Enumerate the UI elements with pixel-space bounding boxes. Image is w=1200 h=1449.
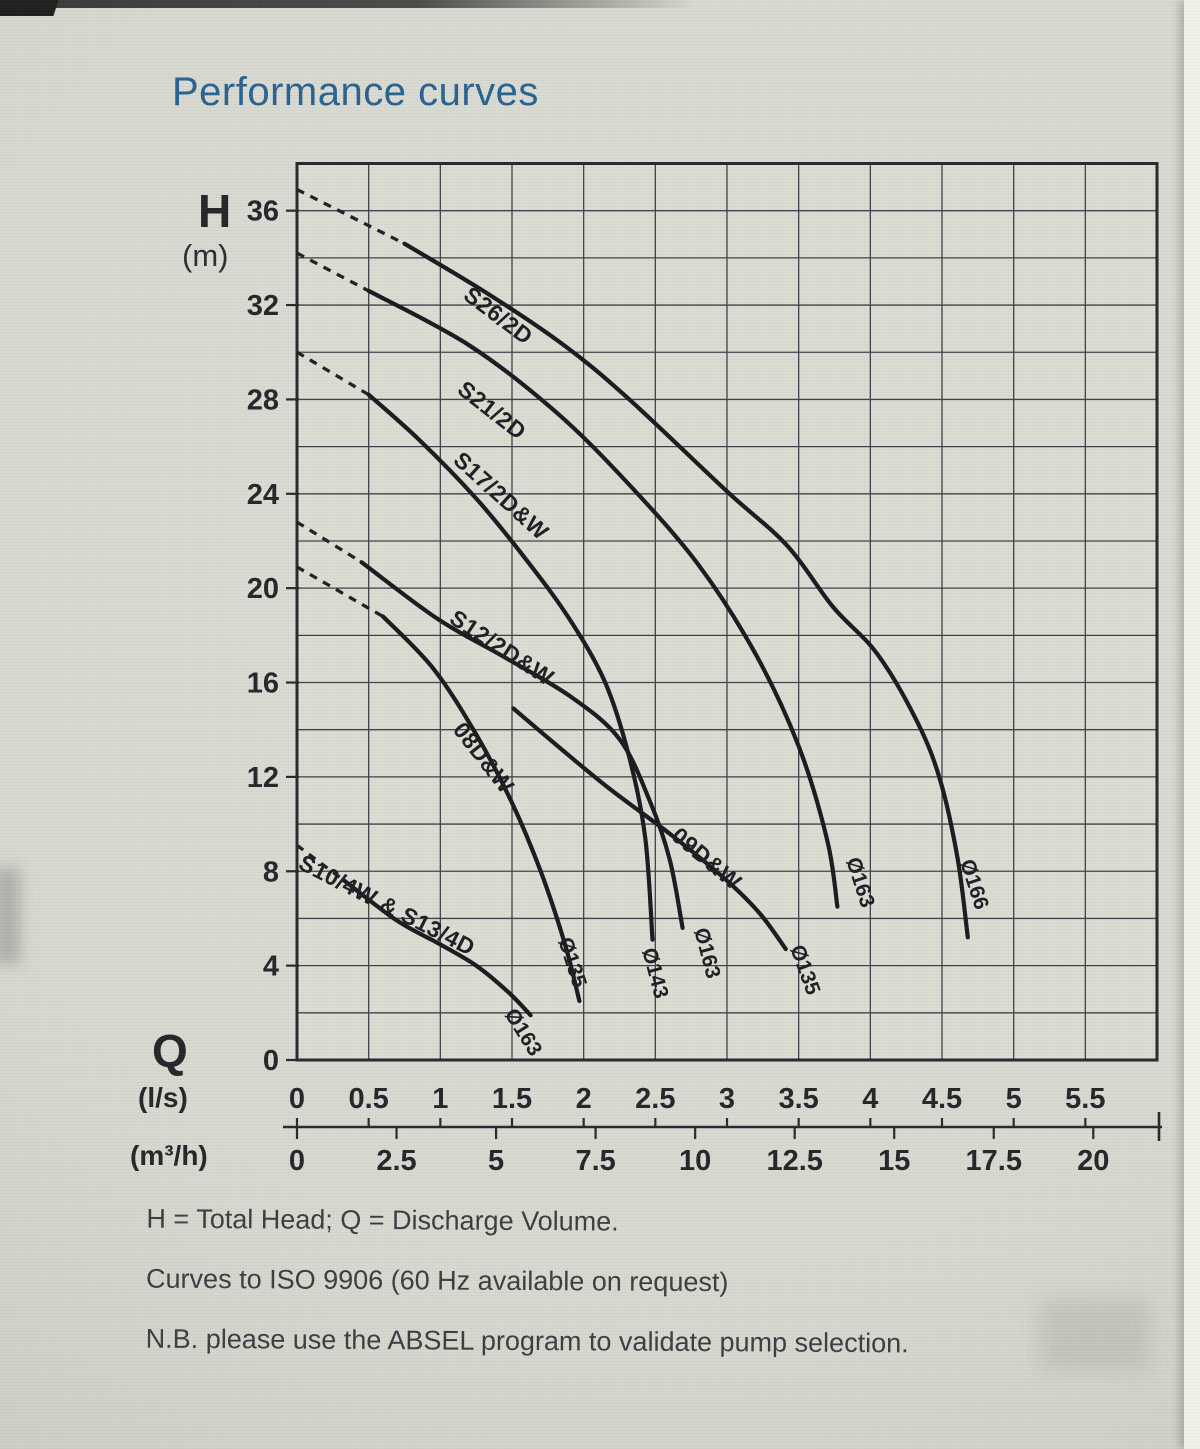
y-tick-label: 4 [262, 950, 279, 983]
y-axis-title: H [198, 185, 232, 237]
x-tick-label-m3h: 12.5 [766, 1145, 823, 1177]
footnote-definitions: H = Total Head; Q = Discharge Volume. [146, 1203, 619, 1237]
curve-label-09d-w: 09D&W [666, 821, 747, 895]
photo-smudge [1040, 1300, 1150, 1370]
y-tick-label: 28 [246, 384, 279, 417]
footnote-absel: N.B. please use the ABSEL program to validate pump selection. [145, 1323, 909, 1359]
y-tick-label: 12 [246, 761, 279, 794]
x-axis-unit-ls: (l/s) [138, 1082, 188, 1113]
curve-label-s26-2d: S26/2D [458, 281, 538, 350]
chart-footnotes [145, 1204, 909, 1389]
photo-edge-strip [1184, 0, 1200, 1449]
x-tick-label-ls: 3.5 [778, 1083, 819, 1115]
photo-smudge [0, 868, 20, 964]
x-tick-label-ls: 4 [862, 1083, 879, 1115]
diameter-label-s21-2d: Ø163 [841, 854, 879, 911]
x-tick-label-ls: 1.5 [491, 1083, 533, 1115]
x-tick-label-ls: 1 [432, 1083, 449, 1115]
curve-label-s17-2d-w: S17/2D&W [448, 446, 554, 545]
curve-label-s10-4w-s13-4d: S10/4W & S13/4D [294, 849, 480, 961]
y-tick-label: 24 [246, 478, 279, 511]
diameter-label-s12-2d-w: Ø163 [689, 925, 725, 981]
y-tick-label: 20 [246, 573, 279, 606]
x-tick-label-ls: 0.5 [348, 1083, 389, 1115]
y-tick-label: 32 [246, 290, 279, 323]
x-axis-title: Q [152, 1025, 188, 1077]
x-tick-label-ls: 0 [288, 1083, 306, 1115]
x-tick-label-m3h: 10 [679, 1145, 712, 1177]
x-tick-label-ls: 3 [718, 1083, 736, 1115]
y-tick-label: 8 [262, 856, 279, 889]
y-tick-label: 36 [246, 195, 279, 228]
x-tick-label-m3h: 15 [878, 1145, 911, 1177]
curve-label-s21-2d: S21/2D [452, 375, 532, 445]
x-tick-label-m3h: 2.5 [376, 1145, 417, 1177]
footnote-iso: Curves to ISO 9906 (60 Hz available on request) [146, 1263, 729, 1298]
y-tick-label: 16 [246, 667, 279, 700]
curve-label-s12-2d-w: S12/2D&W [445, 604, 559, 691]
x-tick-label-m3h: 5 [488, 1145, 505, 1177]
x-tick-label-ls: 5.5 [1065, 1083, 1106, 1115]
x-tick-label-ls: 2.5 [635, 1083, 676, 1115]
diameter-label-s17-2d-w: Ø143 [637, 945, 673, 1001]
photo-top-edge [0, 0, 696, 8]
x-tick-label-m3h: 20 [1077, 1145, 1110, 1177]
x-tick-label-m3h: 17.5 [965, 1145, 1022, 1177]
x-tick-label-ls: 5 [1005, 1083, 1022, 1115]
page-title: Performance curves [172, 70, 539, 114]
x-tick-label-ls: 2 [575, 1083, 592, 1115]
x-tick-label-ls: 4.5 [921, 1083, 963, 1115]
x-tick-label-m3h: 0 [288, 1145, 306, 1177]
y-tick-label: 0 [262, 1045, 279, 1077]
photo-corner-mark [0, 0, 59, 16]
curve-label-08d-w: 08D&W [448, 717, 520, 799]
diameter-label-09d-w: Ø135 [785, 941, 825, 998]
x-axis-unit-m3h: (m³/h) [130, 1140, 208, 1171]
diameter-label-08d-w: Ø135 [553, 934, 591, 991]
diameter-label-s26-2d: Ø166 [955, 856, 993, 913]
x-tick-label-m3h: 7.5 [575, 1145, 616, 1177]
y-axis-unit: (m) [182, 238, 229, 273]
diameter-label-s10-4w-s13-4d: Ø163 [499, 1004, 547, 1061]
